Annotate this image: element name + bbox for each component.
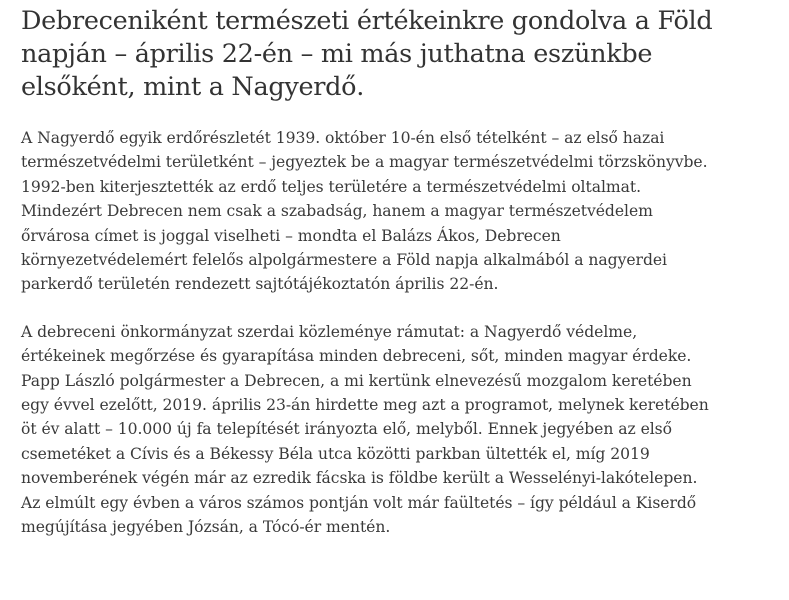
article-paragraph <box>21 126 781 297</box>
headline-line: Debreceniként természeti értékeinkre gondolva a Föld <box>21 6 713 36</box>
article-paragraph <box>21 320 781 540</box>
paragraph-line: őrvárosa címet is joggal viselheti – mondta el Balázs Ákos, Debrecen <box>21 226 561 245</box>
paragraph-line: környezetvédelemért felelős alpolgármestere a Föld napja alkalmából a nagyerdei <box>21 251 667 270</box>
paragraph-line: 1992-ben kiterjesztették az erdő teljes területére a természetvédelmi oltalmat. <box>21 177 641 196</box>
paragraph-line: egy évvel ezelőtt, 2019. április 23-án hirdette meg azt a programot, melynek keretében <box>21 396 709 415</box>
paragraph-line: A Nagyerdő egyik erdőrészletét 1939. október 10-én első tételként – az első hazai <box>21 129 665 147</box>
article-headline <box>21 5 781 104</box>
headline-line: elsőként, mint a Nagyerdő. <box>21 72 365 102</box>
paragraph-line: Az elmúlt egy évben a város számos pontján volt már faültetés – így például a Kiserdő <box>21 493 697 512</box>
headline-line: napján – április 22-én – mi más juthatna eszünkbe <box>21 39 653 69</box>
paragraph-line: A debreceni önkormányzat szerdai közleménye rámutat: a Nagyerdő védelme, <box>21 322 638 341</box>
paragraph-line: parkerdő területén rendezett sajtótájékoztatón április 22-én. <box>21 275 499 294</box>
article <box>21 5 781 540</box>
paragraph-line: megújítása jegyében Józsán, a Tócó-ér mentén. <box>21 518 391 537</box>
paragraph-line: novemberének végén már az ezredik fácska is földbe került a Wesselényi-lakótelepen. <box>21 469 698 488</box>
paragraph-line: Mindezért Debrecen nem csak a szabadság, hanem a magyar természetvédelem <box>21 202 653 221</box>
paragraph-line: értékeinek megőrzése és gyarapítása minden debreceni, sőt, minden magyar érdeke. <box>21 347 692 366</box>
paragraph-line: öt év alatt – 10.000 új fa telepítését irányozta elő, melyből. Ennek jegyében az első <box>21 420 672 439</box>
paragraph-line: csemetéket a Cívis és a Békessy Béla utca közötti parkban ültették el, míg 2019 <box>21 444 650 463</box>
paragraph-line: természetvédelmi területként – jegyeztek be a magyar természetvédelmi törzskönyvbe. <box>21 153 708 172</box>
paragraph-line: Papp László polgármester a Debrecen, a mi kertünk elnevezésű mozgalom keretében <box>21 371 692 390</box>
